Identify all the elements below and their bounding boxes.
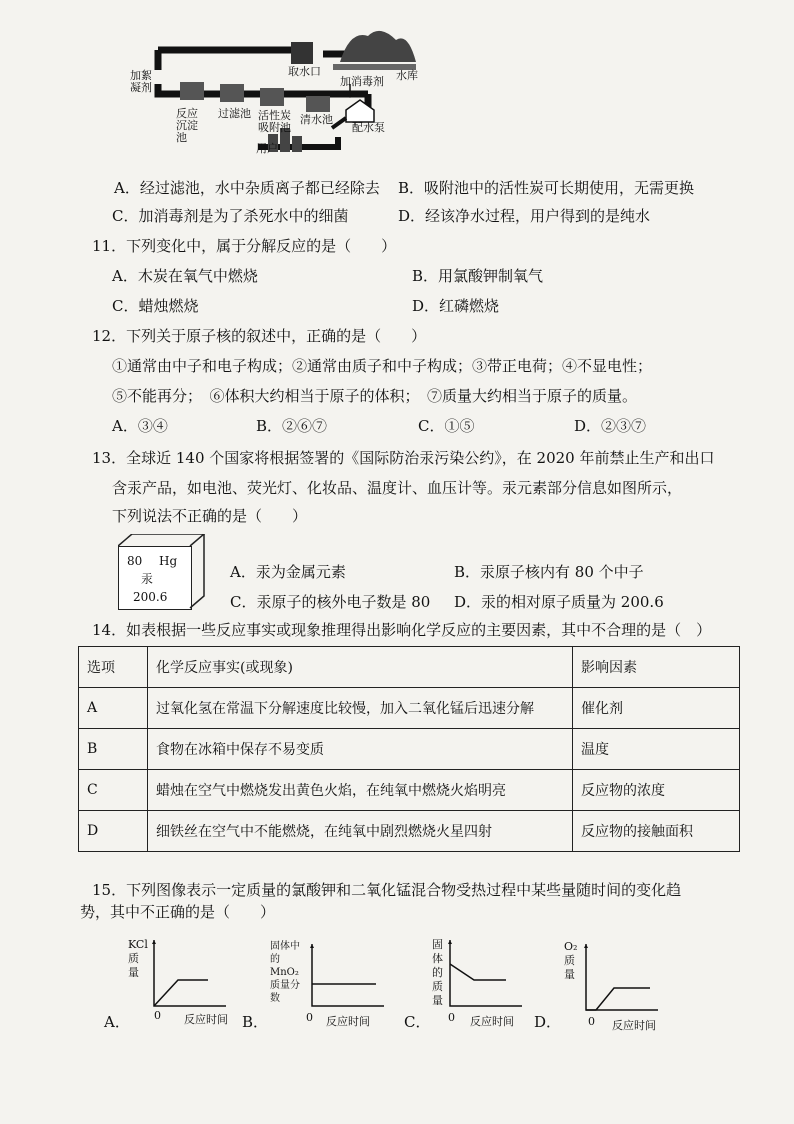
graph-c-ylabel: 固体的质量 (432, 938, 443, 1007)
row-fact: 蜡烛在空气中燃烧发出黄色火焰，在纯氧中燃烧火焰明亮 (148, 770, 573, 811)
element-mass: 200.6 (133, 590, 168, 604)
row-fact: 过氧化氢在常温下分解速度比较慢，加入二氧化锰后迅速分解 (148, 688, 573, 729)
label-clear: 清水池 (300, 113, 333, 126)
graph-a-ylabel: KCl质量 (128, 938, 148, 979)
graph-a-origin: 0 (154, 1009, 161, 1022)
q13-line1: 13．全球近 140 个国家将根据签署的《国际防治汞污染公约》，在 2020 年前禁止生产和出口 (92, 449, 715, 467)
label-disinfect: 加消毒剂 (340, 75, 384, 88)
q11-option-b: B．用氯酸钾制氧气 (412, 267, 544, 285)
header-fact: 化学反应事实(或现象) (148, 647, 573, 688)
label-filter: 过滤池 (218, 107, 251, 120)
label-coag: 加絮凝剂 (130, 69, 152, 94)
q14-stem: 14．如表根据一些反应事实或现象推理得出影响化学反应的主要因素，其中不合理的是（ ） (92, 621, 712, 639)
row-factor: 温度 (573, 729, 740, 770)
graph-c-option: C． (404, 1013, 431, 1031)
label-sediment: 反应沉淀池 (176, 107, 198, 144)
q12-line1: ①通常由中子和电子构成；②通常由质子和中子构成；③带正电荷；④不显电性； (112, 357, 653, 375)
q12-option-d: D．②③⑦ (574, 417, 647, 435)
q11-stem: 11．下列变化中，属于分解反应的是（ ） (92, 237, 397, 255)
intake-box (291, 42, 313, 64)
element-tile-3d-edge (118, 534, 208, 610)
q10-option-b: B．吸附池中的活性炭可长期使用，无需更换 (398, 179, 695, 197)
graph-b-ylabel: 固体中的MnO₂质量分数 (270, 941, 300, 1004)
row-option: D (79, 811, 148, 852)
q10-option-a: A．经过滤池，水中杂质离子都已经除去 (114, 179, 380, 197)
q12-stem: 12．下列关于原子核的叙述中，正确的是（ ） (92, 327, 427, 345)
table-row (79, 811, 740, 852)
header-option: 选项 (79, 647, 148, 688)
q10-option-c: C．加消毒剂是为了杀死水中的细菌 (112, 207, 349, 225)
tank-filter (220, 84, 244, 102)
reservoir-mountains (340, 31, 416, 62)
row-option: C (79, 770, 148, 811)
row-factor: 反应物的接触面积 (573, 811, 740, 852)
graph-d-origin: 0 (588, 1015, 595, 1028)
q13-option-c: C．汞原子的核外电子数是 80 (230, 593, 431, 611)
table-header-row (79, 647, 740, 688)
label-carbon: 活性炭吸附池 (258, 109, 291, 134)
row-option: B (79, 729, 148, 770)
label-reservoir: 水库 (396, 69, 418, 82)
q11-option-c: C．蜡烛燃烧 (112, 297, 199, 315)
q15-line1: 15．下列图像表示一定质量的氯酸钾和二氧化锰混合物受热过程中某些量随时间的变化趋 (92, 881, 682, 899)
q13-option-a: A．汞为金属元素 (230, 563, 346, 581)
tank-clear (306, 96, 330, 112)
graph-a-curve (154, 980, 208, 1006)
row-option: A (79, 688, 148, 729)
graph-b (306, 944, 386, 1014)
graph-c (444, 940, 524, 1014)
graph-d-xlabel: 反应时间 (612, 1019, 656, 1032)
graph-d-option: D． (534, 1013, 562, 1031)
q12-line2: ⑤不能再分； ⑥体积大约相当于原子的体积； ⑦质量大约相当于原子的质量。 (112, 387, 638, 405)
graph-c-curve (450, 964, 506, 980)
graph-c-origin: 0 (448, 1011, 455, 1024)
graph-d-ylabel: O₂质量 (564, 940, 578, 981)
q11-option-a: A．木炭在氧气中燃烧 (112, 267, 258, 285)
tank-carbon (260, 88, 284, 106)
graph-a-option: A． (104, 1013, 130, 1031)
graph-d (580, 944, 660, 1018)
row-fact: 食物在冰箱中保存不易变质 (148, 729, 573, 770)
q13-line2: 含汞产品，如电池、荧光灯、化妆品、温度计、血压计等。汞元素部分信息如图所示， (112, 479, 683, 497)
row-fact: 细铁丝在空气中不能燃烧，在纯氧中剧烈燃烧火星四射 (148, 811, 573, 852)
header-factor: 影响因素 (573, 647, 740, 688)
q11-option-d: D．红磷燃烧 (412, 297, 500, 315)
q13-option-b: B．汞原子核内有 80 个中子 (454, 563, 644, 581)
element-symbol: Hg (159, 554, 178, 568)
label-pump: 配水泵 (352, 121, 385, 134)
label-intake: 取水口 (288, 65, 321, 78)
q12-option-c: C．①⑤ (418, 417, 475, 435)
graph-b-xlabel: 反应时间 (326, 1015, 370, 1028)
element-number: 80 (127, 554, 143, 568)
table-row (79, 729, 740, 770)
table-row (79, 770, 740, 811)
graph-b-origin: 0 (306, 1011, 313, 1024)
q12-option-a: A．③④ (112, 417, 168, 435)
q14-table (78, 646, 740, 852)
row-factor: 催化剂 (573, 688, 740, 729)
graph-d-curve (586, 988, 650, 1010)
q12-option-b: B．②⑥⑦ (256, 417, 328, 435)
table-row (79, 688, 740, 729)
graph-b-option: B． (242, 1013, 269, 1031)
graph-a (148, 940, 228, 1014)
element-name: 汞 (141, 572, 154, 586)
q15-line2: 势，其中不正确的是（ ） (80, 903, 276, 921)
q13-line3: 下列说法不正确的是（ ） (112, 507, 308, 525)
q10-option-d: D．经该净水过程，用户得到的是纯水 (398, 207, 651, 225)
tank-sediment (180, 82, 204, 100)
graph-a-xlabel: 反应时间 (184, 1013, 228, 1026)
row-factor: 反应物的浓度 (573, 770, 740, 811)
graph-c-xlabel: 反应时间 (470, 1015, 514, 1028)
label-user: 用户 (256, 142, 278, 155)
q13-option-d: D．汞的相对原子质量为 200.6 (454, 593, 664, 611)
